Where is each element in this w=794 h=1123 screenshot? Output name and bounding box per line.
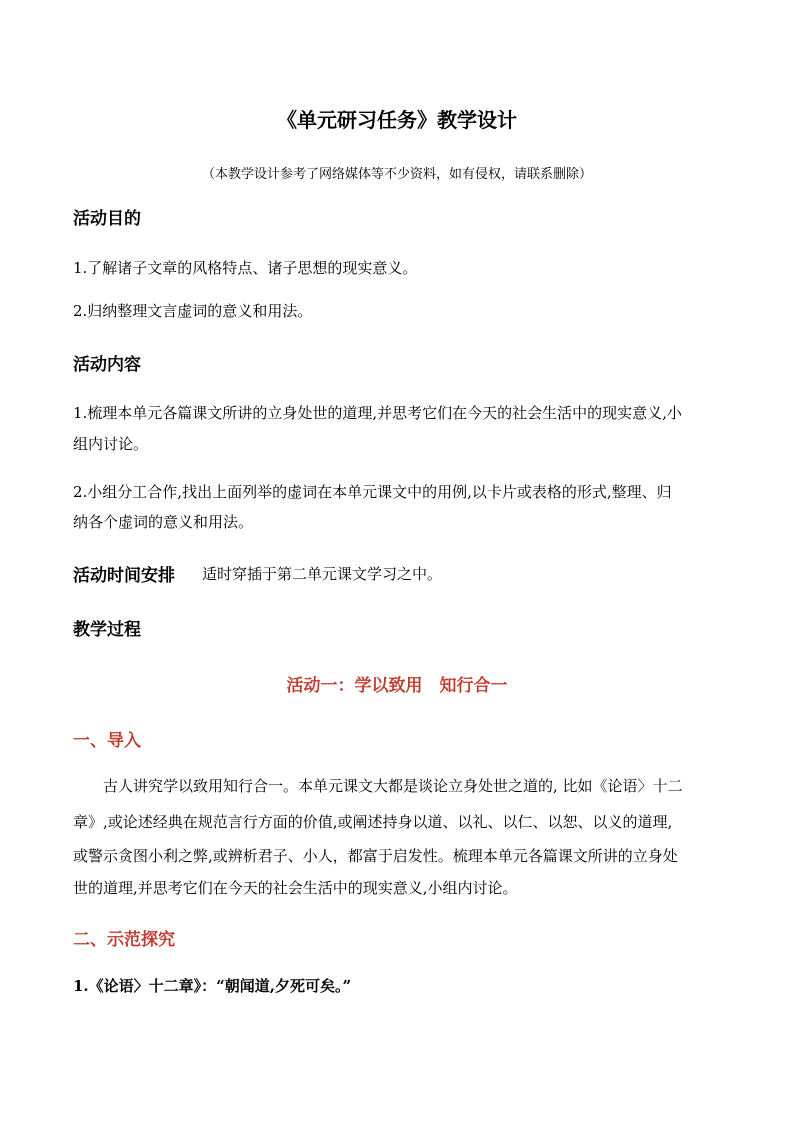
schedule-heading: 活动时间安排 xyxy=(73,566,175,586)
section-1-line-1: 古人讲究学以致用知行合一。本单元课文大都是谈论立身处世之道的, 比如《论语〉十二 xyxy=(103,777,683,795)
section-1-line-4: 世的道理,并思考它们在今天的社会生活中的现实意义,小组内讨论。 xyxy=(73,879,518,897)
schedule-text: 适时穿插于第二单元课文学习之中。 xyxy=(202,565,443,583)
content-item-2-line-2: 纳各个虚词的意义和用法。 xyxy=(73,513,254,531)
content-item-2-line-1: 2.小组分工合作,找出上面列举的虚词在本单元课文中的用例,以卡片或表格的形式,整理、归 xyxy=(73,483,672,501)
section-1-line-2: 章》,或论述经典在规范言行方面的价值,或阐述持身以道、以礼、以仁、以恕、以义的道理, xyxy=(73,813,673,831)
activity-1-title: 活动一：学以致用 知行合一 xyxy=(286,676,508,696)
doc-title: 《单元研习任务》教学设计 xyxy=(277,108,517,132)
content-heading: 活动内容 xyxy=(73,355,141,375)
section-1-line-3: 或警示贪图小利之弊,或辨析君子、小人，都富于启发性。梳理本单元各篇课文所讲的立身处 xyxy=(73,847,678,865)
copyright-note: （本教学设计参考了网络媒体等不少资料，如有侵权，请联系删除） xyxy=(201,167,592,182)
section-2-item-1: 1.《论语〉十二章》：“朝闻道,夕死可矣。” xyxy=(73,977,352,995)
section-1-heading: 一、导入 xyxy=(73,731,141,751)
goal-item-1: 1.了解诸子文章的风格特点、诸子思想的现实意义。 xyxy=(73,259,418,277)
content-item-1-line-2: 组内讨论。 xyxy=(73,435,149,453)
section-2-heading: 二、示范探究 xyxy=(73,930,175,950)
process-heading: 教学过程 xyxy=(73,620,141,640)
content-item-1-line-1: 1.梳理本单元各篇课文所讲的立身处世的道理,并思考它们在今天的社会生活中的现实意义,小 xyxy=(73,404,682,422)
goal-item-2: 2.归纳整理文言虚词的意义和用法。 xyxy=(73,302,313,320)
goals-heading: 活动目的 xyxy=(73,209,141,229)
